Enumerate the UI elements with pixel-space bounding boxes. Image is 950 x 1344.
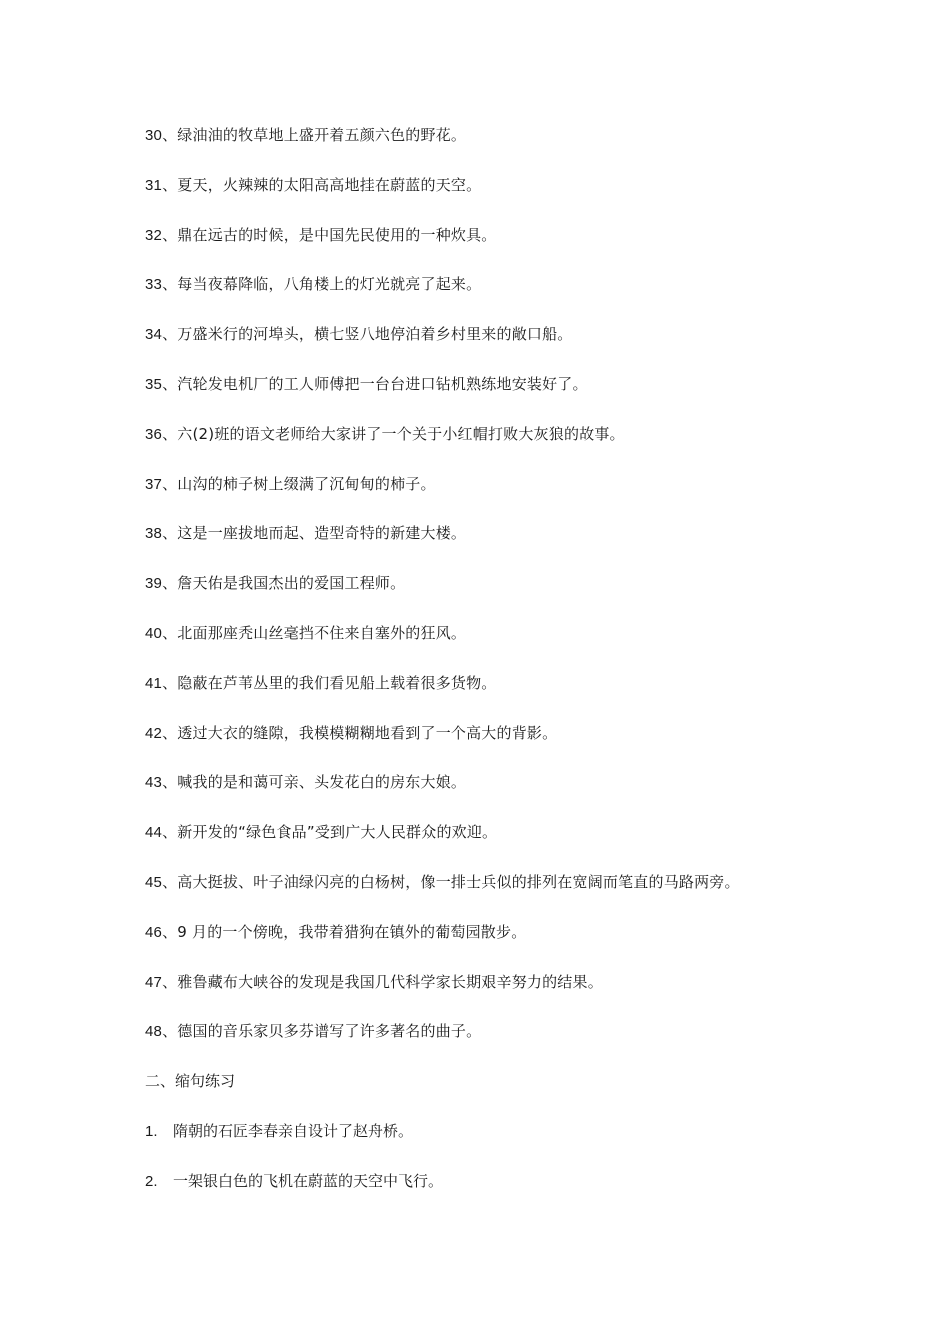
sentence-separator: 、 xyxy=(162,623,178,642)
sentence-37 xyxy=(145,473,905,523)
sentence-number: 46 xyxy=(145,923,163,941)
exercise-text: 隋朝的石匠李春亲自设计了赵舟桥。 xyxy=(173,1121,414,1140)
sentence-48 xyxy=(145,1020,905,1070)
sentence-40 xyxy=(145,622,905,672)
sentence-number: 40 xyxy=(145,624,163,642)
sentence-text: 夏天，火辣辣的太阳高高地挂在蔚蓝的天空。 xyxy=(177,175,482,194)
sentence-text: 新开发的“绿色食品”受到广大人民群众的欢迎。 xyxy=(177,823,498,842)
sentence-34 xyxy=(145,323,905,373)
sentence-33 xyxy=(145,273,905,323)
sentence-number: 30 xyxy=(145,127,163,144)
sentence-45 xyxy=(145,871,905,921)
sentence-42 xyxy=(145,722,905,772)
sentence-number: 33 xyxy=(145,276,163,294)
sentence-text: 万盛米行的河埠头，横七竖八地停泊着乡村里来的敞口船。 xyxy=(177,325,573,344)
sentence-39 xyxy=(145,572,905,622)
sentence-separator: 、 xyxy=(162,275,178,294)
sentence-43 xyxy=(145,771,905,821)
sentence-separator: 、 xyxy=(162,773,178,792)
sentence-44 xyxy=(145,821,905,871)
sentence-separator: 、 xyxy=(162,175,178,194)
sentence-separator: 、 xyxy=(162,225,178,244)
sentence-text: 雅鲁藏布大峡谷的发现是我国几代科学家长期艰辛努力的结果。 xyxy=(177,972,603,991)
exercise-item-1 xyxy=(145,1120,905,1170)
sentence-separator: 、 xyxy=(162,972,178,991)
sentence-text: 这是一座拔地而起、造型奇特的新建大楼。 xyxy=(177,524,467,543)
sentence-35 xyxy=(145,373,905,423)
sentence-number: 48 xyxy=(145,1023,163,1041)
sentence-separator: 、 xyxy=(162,374,178,393)
sentence-number: 36 xyxy=(145,425,163,443)
sentence-text: 鼎在远古的时候，是中国先民使用的一种炊具。 xyxy=(177,225,497,244)
sentence-text: 汽轮发电机厂的工人师傅把一台台进口钻机熟练地安装好了。 xyxy=(177,374,588,393)
sentence-30 xyxy=(145,124,905,174)
sentence-separator: 、 xyxy=(162,823,178,842)
sentence-text: 喊我的是和蔼可亲、头发花白的房东大娘。 xyxy=(177,773,467,792)
sentence-31 xyxy=(145,174,905,224)
sentence-separator: 、 xyxy=(162,126,178,144)
sentence-separator: 、 xyxy=(162,872,178,891)
sentence-number: 38 xyxy=(145,525,163,543)
sentence-number: 37 xyxy=(145,475,163,493)
sentence-separator: 、 xyxy=(162,723,178,742)
sentence-text: 六(2)班的语文老师给大家讲了一个关于小红帽打败大灰狼的故事。 xyxy=(177,424,625,443)
sentence-text: 詹天佑是我国杰出的爱国工程师。 xyxy=(177,574,406,593)
sentence-text: 绿油油的牧草地上盛开着五颜六色的野花。 xyxy=(177,126,467,144)
sentence-38 xyxy=(145,522,905,572)
exercise-text: 一架银白色的飞机在蔚蓝的天空中飞行。 xyxy=(173,1171,444,1190)
exercise-number: 1. xyxy=(145,1122,158,1140)
sentence-separator: 、 xyxy=(162,673,178,692)
sentence-number: 35 xyxy=(145,375,163,393)
sentence-separator: 、 xyxy=(162,325,178,344)
sentence-36 xyxy=(145,423,905,473)
sentence-number: 45 xyxy=(145,873,163,891)
sentence-separator: 、 xyxy=(162,574,178,593)
sentence-32 xyxy=(145,224,905,274)
sentence-separator: 、 xyxy=(162,1022,178,1041)
sentence-separator: 、 xyxy=(162,424,178,443)
exercise-item-2 xyxy=(145,1170,905,1220)
sentence-number: 47 xyxy=(145,973,163,991)
sentence-47 xyxy=(145,971,905,1021)
sentence-number: 43 xyxy=(145,774,163,792)
sentence-number: 34 xyxy=(145,326,163,344)
sentence-separator: 、 xyxy=(162,922,178,941)
sentence-number: 42 xyxy=(145,724,163,742)
sentence-text: 山沟的柿子树上缀满了沉甸甸的柿子。 xyxy=(177,474,436,493)
sentence-number: 39 xyxy=(145,575,163,593)
sentence-text: 每当夜幕降临，八角楼上的灯光就亮了起来。 xyxy=(177,275,482,294)
sentence-number: 44 xyxy=(145,824,163,842)
document-content xyxy=(145,124,905,1220)
sentence-text: 北面那座秃山丝毫挡不住来自塞外的狂风。 xyxy=(177,623,467,642)
sentence-text: 透过大衣的缝隙，我模模糊糊地看到了一个高大的背影。 xyxy=(177,723,558,742)
sentence-text: 隐蔽在芦苇丛里的我们看见船上载着很多货物。 xyxy=(177,673,497,692)
sentence-number: 31 xyxy=(145,176,163,194)
sentence-separator: 、 xyxy=(162,474,178,493)
sentence-text: 9 月的一个傍晚，我带着猎狗在镇外的葡萄园散步。 xyxy=(177,922,527,941)
sentence-separator: 、 xyxy=(162,524,178,543)
sentence-text: 德国的音乐家贝多芬谱写了许多著名的曲子。 xyxy=(177,1022,482,1041)
sentence-46 xyxy=(145,921,905,971)
exercise-number: 2. xyxy=(145,1172,158,1190)
section-heading: 二、缩句练习 xyxy=(145,1072,236,1091)
sentence-number: 32 xyxy=(145,226,163,244)
sentence-41 xyxy=(145,672,905,722)
sentence-text: 高大挺拔、叶子油绿闪亮的白杨树，像一排士兵似的排列在宽阔而笔直的马路两旁。 xyxy=(177,872,740,891)
sentence-number: 41 xyxy=(145,674,163,692)
